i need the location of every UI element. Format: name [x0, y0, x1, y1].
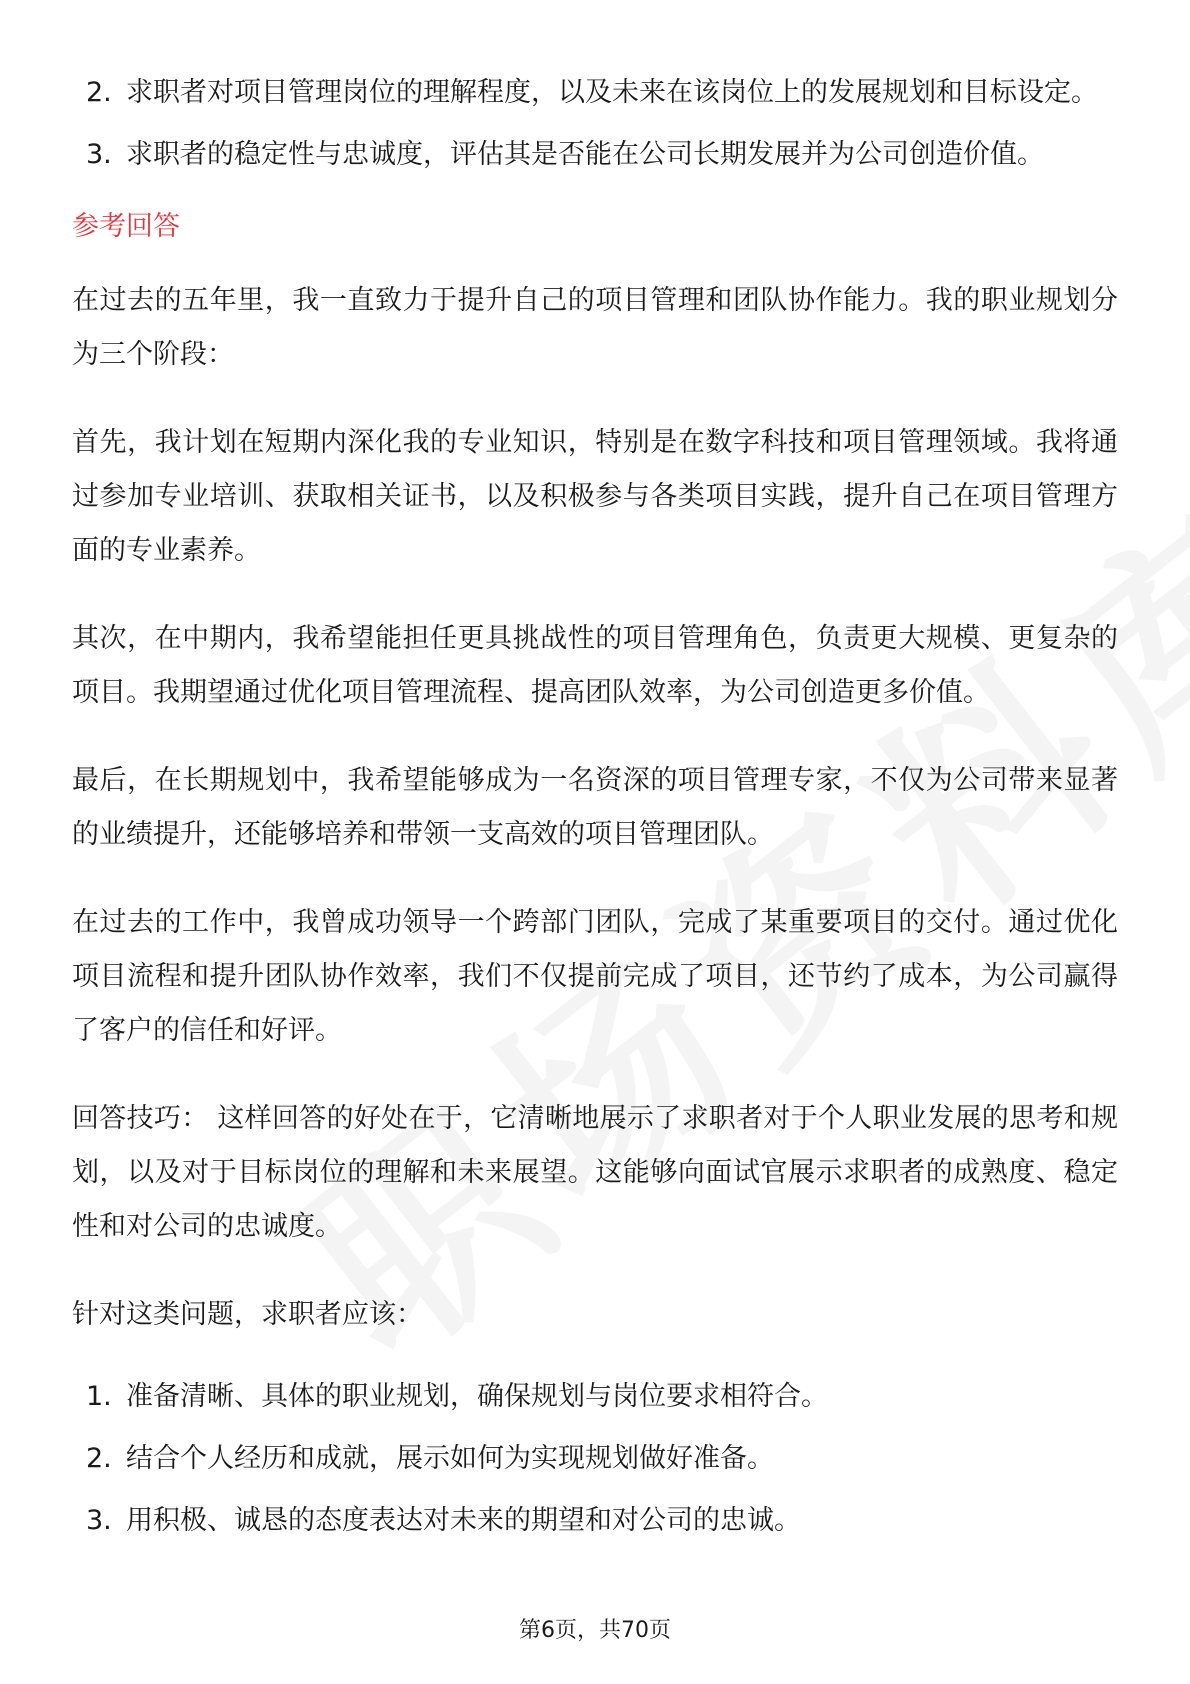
list-item: [72, 1494, 1118, 1548]
section-title: 参考回答: [72, 211, 180, 242]
page-content: [72, 66, 1118, 1556]
list-item-number: 2.: [86, 77, 112, 108]
paragraph: 在过去的五年里，我一直致力于提升自己的项目管理和团队协作能力。我的职业规划分为三个阶段：: [72, 285, 1118, 370]
list-item: [72, 1432, 1118, 1486]
list-item-number: 2.: [86, 1443, 112, 1474]
list-item-text: 求职者的稳定性与忠诚度，评估其是否能在公司长期发展并为公司创造价值。: [126, 139, 1044, 170]
list-item-text: 用积极、诚恳的态度表达对未来的期望和对公司的忠诚。: [126, 1505, 801, 1536]
list-item-text: 准备清晰、具体的职业规划，确保规划与岗位要求相符合。: [126, 1381, 828, 1412]
paragraph: 在过去的工作中，我曾成功领导一个跨部门团队，完成了某重要项目的交付。通过优化项目流程和提升团队协作效率，我们不仅提前完成了项目，还节约了成本，为公司赢得了客户的信任和好评。: [72, 907, 1118, 1046]
bottom-numbered-list: [72, 1370, 1118, 1548]
list-item: [72, 1370, 1118, 1424]
paragraph: 其次，在中期内，我希望能担任更具挑战性的项目管理角色，负责更大规模、更复杂的项目。我期望通过优化项目管理流程、提高团队效率，为公司创造更多价值。: [72, 623, 1118, 708]
paragraph: 回答技巧： 这样回答的好处在于，它清晰地展示了求职者对于个人职业发展的思考和规划，以及对于目标岗位的理解和未来展望。这能够向面试官展示求职者的成熟度、稳定性和对公司的忠诚度。: [72, 1103, 1118, 1242]
list-item-number: 3.: [86, 1505, 112, 1536]
list-item-text: 求职者对项目管理岗位的理解程度，以及未来在该岗位上的发展规划和目标设定。: [126, 77, 1098, 108]
paragraph: 首先，我计划在短期内深化我的专业知识，特别是在数字科技和项目管理领域。我将通过参加专业培训、获取相关证书，以及积极参与各类项目实践，提升自己在项目管理方面的专业素养。: [72, 427, 1118, 566]
page-footer: 第6页，共70页: [519, 1618, 671, 1643]
top-numbered-list: [72, 66, 1118, 182]
paragraph: 针对这类问题，求职者应该：: [72, 1299, 423, 1330]
paragraph: 最后，在长期规划中，我希望能够成为一名资深的项目管理专家，不仅为公司带来显著的业绩提升，还能够培养和带领一支高效的项目管理团队。: [72, 765, 1118, 850]
list-item: [72, 128, 1118, 182]
list-item-number: 3.: [86, 139, 112, 170]
list-item-number: 1.: [86, 1381, 112, 1412]
list-item: [72, 66, 1118, 120]
list-item-text: 结合个人经历和成就，展示如何为实现规划做好准备。: [126, 1443, 774, 1474]
